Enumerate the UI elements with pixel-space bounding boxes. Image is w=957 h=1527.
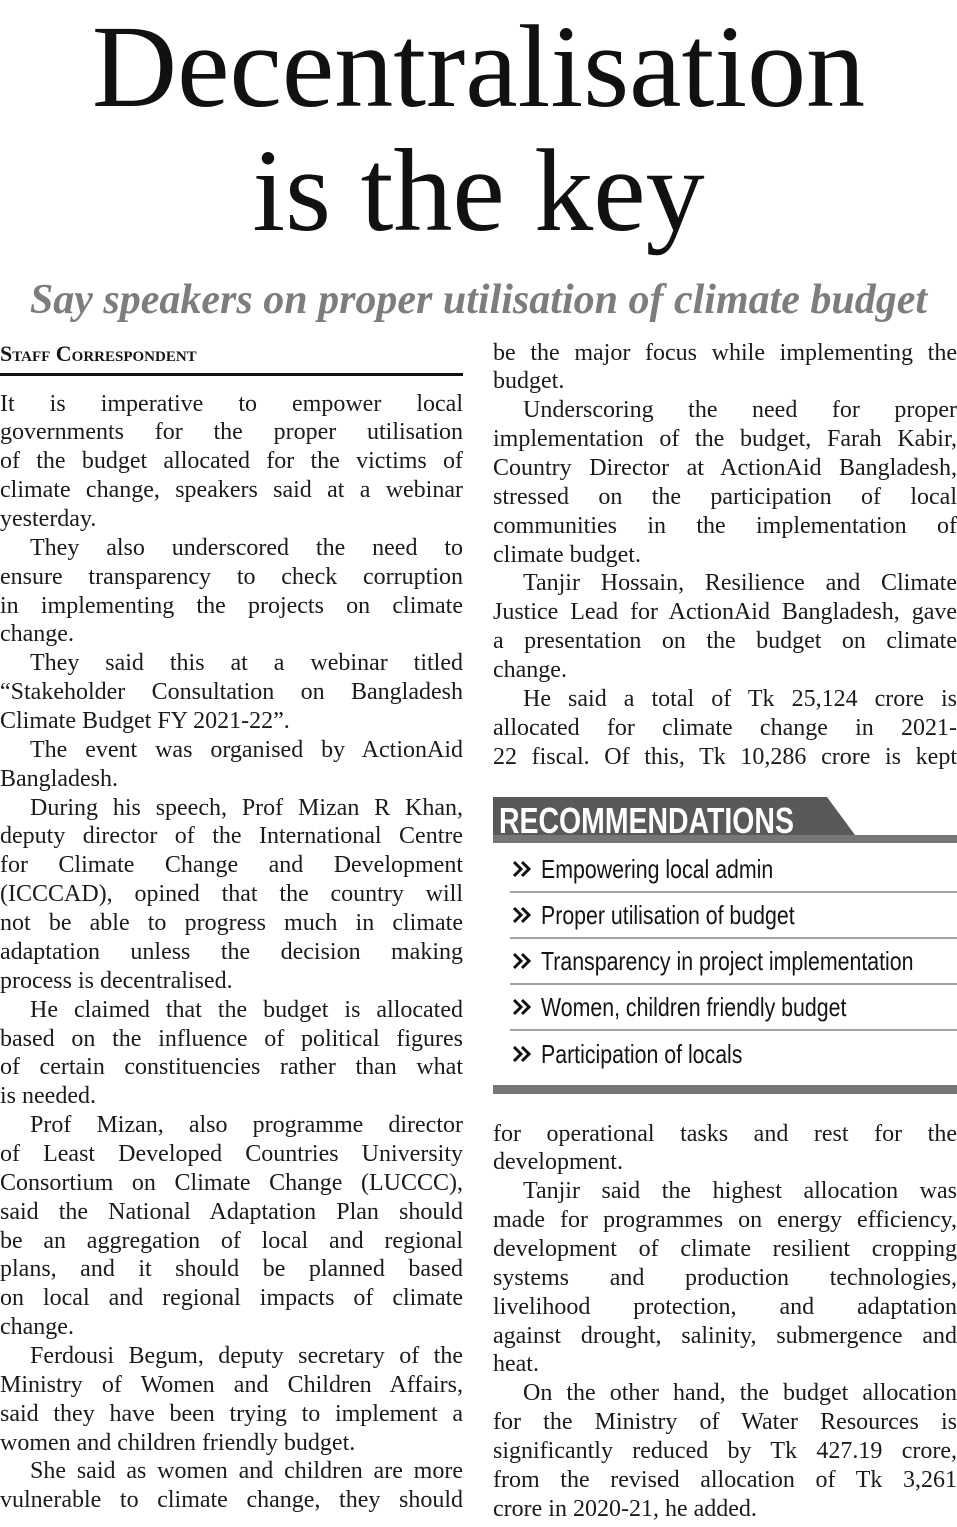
text-line: adaptation unless the decision making bbox=[0, 938, 463, 965]
double-chevron-right-icon bbox=[512, 860, 532, 878]
paragraph bbox=[0, 1457, 463, 1515]
text-line: crore in 2020-21, he added. bbox=[493, 1495, 757, 1522]
double-chevron-right-icon bbox=[512, 906, 532, 924]
text-line: During his speech, Prof Mizan R Khan, bbox=[30, 794, 463, 821]
text-line: change. bbox=[0, 1314, 74, 1341]
text-line: budget. bbox=[493, 368, 565, 395]
recommendation-text: Women, children friendly budget bbox=[541, 992, 847, 1022]
paragraph bbox=[0, 736, 463, 794]
recommendations-box bbox=[493, 797, 957, 1094]
text-line: of Least Developed Countries University bbox=[0, 1140, 463, 1167]
text-line: not be able to progress much in climate bbox=[0, 910, 463, 937]
paragraph bbox=[493, 685, 957, 772]
text-line: Bangladesh. bbox=[0, 765, 118, 792]
double-chevron-right-icon bbox=[512, 1045, 532, 1063]
text-line: of the budget allocated for the victims of bbox=[0, 448, 463, 475]
text-line: On the other hand, the budget allocation bbox=[523, 1380, 957, 1407]
recommendations-title: RECOMMENDATIONS bbox=[499, 800, 794, 841]
paragraph bbox=[0, 390, 463, 534]
text-line: based on the influence of political figures bbox=[0, 1025, 463, 1052]
text-line: systems and production technologies, bbox=[493, 1264, 957, 1291]
text-line: a presentation on the budget on climate bbox=[493, 628, 957, 655]
text-line: Underscoring the need for proper bbox=[523, 397, 957, 424]
text-line: development of climate resilient cropping bbox=[493, 1236, 957, 1263]
text-line: against drought, salinity, submergence and bbox=[493, 1322, 957, 1349]
recommendation-text: Proper utilisation of budget bbox=[541, 900, 795, 930]
text-line: Tanjir said the highest allocation was bbox=[523, 1178, 957, 1205]
text-line: be an aggregation of local and regional bbox=[0, 1227, 463, 1254]
text-line: She said as women and children are more bbox=[30, 1458, 463, 1485]
text-line: be the major focus while implementing the bbox=[493, 339, 957, 366]
text-line: in implementing the projects on climate bbox=[0, 592, 463, 619]
paragraph bbox=[493, 1120, 957, 1178]
text-line: plans, and it should be planned based bbox=[0, 1256, 463, 1283]
text-line: heat. bbox=[493, 1351, 539, 1378]
paragraph bbox=[493, 569, 957, 684]
subheadline: Say speakers on proper utilisation of climate budget bbox=[29, 277, 928, 323]
text-line: for Climate Change and Development bbox=[0, 852, 463, 879]
text-line: ensure transparency to check corruption bbox=[0, 563, 463, 590]
text-line: Ministry of Women and Children Affairs, bbox=[0, 1371, 463, 1398]
text-line: Prof Mizan, also programme director bbox=[30, 1112, 463, 1139]
headline-line-1: Decentralisation bbox=[91, 1, 866, 132]
text-line: development. bbox=[493, 1149, 623, 1176]
text-line: significantly reduced by Tk 427.19 crore, bbox=[493, 1438, 957, 1465]
byline: Staff Correspondent bbox=[0, 341, 197, 366]
text-line: They also underscored the need to bbox=[30, 534, 463, 561]
text-line: women and children friendly budget. bbox=[0, 1429, 356, 1456]
headline-line-2: is the key bbox=[252, 125, 705, 256]
paragraph bbox=[0, 1111, 463, 1342]
text-line: change. bbox=[0, 621, 74, 648]
paragraph bbox=[493, 396, 957, 569]
article-column-right-top bbox=[493, 339, 957, 772]
text-line: deputy director of the International Centre bbox=[0, 823, 463, 850]
text-line: (ICCCAD), opined that the country will bbox=[0, 881, 463, 908]
text-line: said the National Adaptation Plan should bbox=[0, 1198, 463, 1225]
text-line: for operational tasks and rest for the bbox=[493, 1120, 957, 1147]
text-line: stressed on the participation of local bbox=[493, 483, 957, 510]
byline-rule bbox=[0, 373, 463, 376]
text-line: for the Ministry of Water Resources is bbox=[493, 1409, 957, 1436]
recommendations-list bbox=[510, 847, 957, 1077]
text-line: climate budget. bbox=[493, 541, 641, 568]
text-line: on local and regional impacts of climate bbox=[0, 1285, 463, 1312]
article-column-left bbox=[0, 390, 463, 1516]
text-line: The event was organised by ActionAid bbox=[30, 736, 463, 763]
paragraph bbox=[493, 1379, 957, 1523]
recommendation-item bbox=[510, 939, 957, 985]
text-line: of certain constituencies rather than what bbox=[0, 1054, 463, 1081]
recommendations-banner bbox=[493, 797, 957, 843]
text-line: He said a total of Tk 25,124 crore is bbox=[523, 685, 957, 712]
recommendation-text: Participation of locals bbox=[541, 1039, 743, 1069]
text-line: implementation of the budget, Farah Kabir, bbox=[493, 426, 957, 453]
text-line: Ferdousi Begum, deputy secretary of the bbox=[30, 1342, 463, 1369]
text-line: governments for the proper utilisation bbox=[0, 419, 463, 446]
text-line: climate change, speakers said at a webinar bbox=[0, 477, 463, 504]
paragraph bbox=[0, 996, 463, 1111]
text-line: Justice Lead for ActionAid Bangladesh, gave bbox=[493, 599, 957, 626]
text-line: from the revised allocation of Tk 3,261 bbox=[493, 1466, 957, 1493]
text-line: vulnerable to climate change, they should bbox=[0, 1487, 463, 1514]
text-line: livelihood protection, and adaptation bbox=[493, 1293, 957, 1320]
article-column-right-bottom bbox=[493, 1120, 957, 1524]
text-line: It is imperative to empower local bbox=[0, 390, 463, 417]
text-line: He claimed that the budget is allocated bbox=[30, 996, 463, 1023]
double-chevron-right-icon bbox=[512, 952, 532, 970]
text-line: Country Director at ActionAid Bangladesh, bbox=[493, 455, 957, 482]
recommendation-text: Transparency in project implementation bbox=[541, 946, 914, 976]
text-line: said they have been trying to implement a bbox=[0, 1400, 463, 1427]
recommendation-item bbox=[510, 893, 957, 939]
text-line: process is decentralised. bbox=[0, 967, 233, 994]
text-line: made for programmes on energy efficiency, bbox=[493, 1207, 957, 1234]
paragraph bbox=[0, 649, 463, 736]
text-line: “Stakeholder Consultation on Bangladesh bbox=[0, 679, 463, 706]
recommendation-item bbox=[510, 985, 957, 1031]
recommendation-item bbox=[510, 1031, 957, 1077]
text-line: yesterday. bbox=[0, 506, 97, 533]
text-line: Tanjir Hossain, Resilience and Climate bbox=[523, 570, 957, 597]
paragraph bbox=[0, 794, 463, 996]
double-chevron-right-icon bbox=[512, 998, 532, 1016]
text-line: change. bbox=[493, 657, 567, 684]
text-line: Consortium on Climate Change (LUCCC), bbox=[0, 1169, 463, 1196]
text-line: is needed. bbox=[0, 1083, 96, 1110]
recommendation-item bbox=[510, 847, 957, 893]
text-line: 22 fiscal. Of this, Tk 10,286 crore is kept bbox=[493, 743, 957, 770]
text-line: allocated for climate change in 2021- bbox=[493, 714, 957, 741]
paragraph bbox=[493, 339, 957, 397]
text-line: They said this at a webinar titled bbox=[30, 650, 463, 677]
paragraph bbox=[0, 534, 463, 649]
recommendation-text: Empowering local admin bbox=[541, 854, 774, 884]
paragraph bbox=[493, 1177, 957, 1379]
text-line: communities in the implementation of bbox=[493, 512, 957, 539]
paragraph bbox=[0, 1342, 463, 1457]
text-line: Climate Budget FY 2021-22”. bbox=[0, 708, 290, 735]
recommendations-bottom-rule bbox=[493, 1085, 957, 1094]
